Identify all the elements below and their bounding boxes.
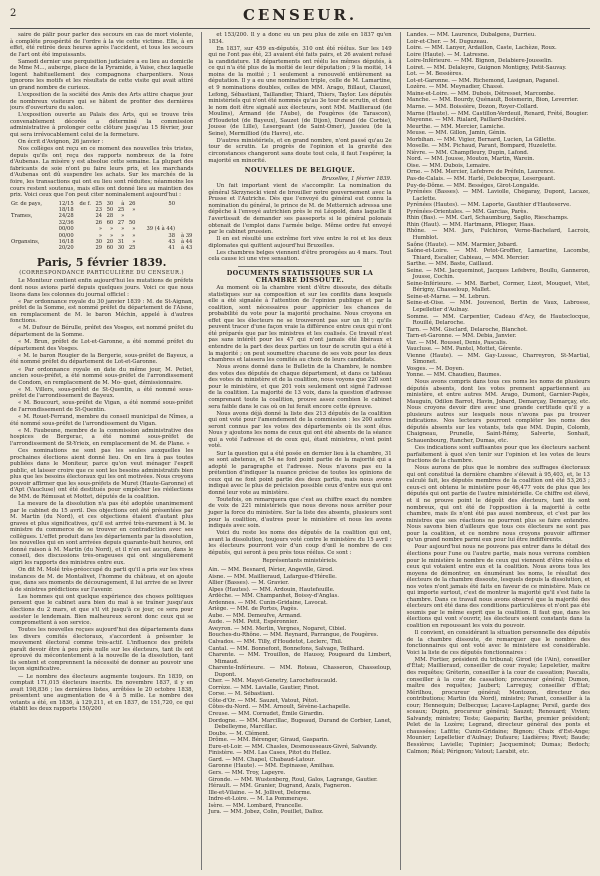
- table-cell: 30: [117, 245, 125, 252]
- table-cell: »: [132, 207, 136, 214]
- list-item: Loire. — MM. Lanyer, Ardaillon, Caste, Lachèze, Roux.: [406, 45, 557, 52]
- section-divider: [238, 266, 361, 267]
- table-cell: 43: [168, 239, 176, 246]
- list-item: Ille-et-Vilaine. — M. Jollivet, Delorme.: [208, 789, 312, 796]
- list-item: Lozère. — MM. Meynadier, Chassé.: [406, 84, 504, 91]
- paragraph: Nous avons déjà donné la liste des 213 députés de la coalition qui ont voté pour l'amendement de la commission : les 200 autres seront connus par les votes des départements où ils sont élus. Nous y ajoutons les noms de ceux qui ont été absents de la séance qui a voté l'adresse et de ceux qui, étant ministres, n'ont point voté.: [208, 410, 392, 450]
- paragraph: « M. le baron Rougier de la Bergerie, sous-préfet de Bayeux, a été nommé préfet du département de Lot-et-Garonne.: [10, 352, 194, 366]
- list-item: Ardennes. — MM. Cunin-Gridaine, Lavocat.: [208, 599, 328, 606]
- list-item: Sarthe. — MM. Baste, Caillaud.: [406, 261, 494, 268]
- paragraph: Toutefois, on remarquera que c'est au chiffre exact du nombre de voix de 221 ministériels que nous devons nous arrêter pour juger la force du ministère. Sur la liste des absents, plusieurs sont pour la coalition, d'autres pour le ministère et nous les avons indiqués avec soin.: [208, 496, 392, 530]
- list-item: Eure-et-Loir. — MM. Chasles, Desmousseaux-Givré, Salvandy.: [208, 743, 378, 750]
- list-item: Ardèche. — MM. Champanhet, Boissy-d'Anglas.: [208, 593, 339, 600]
- correspondence-subheading: (CORRESPONDANCE PARTICULIÈRE DU CENSEUR.): [19, 269, 185, 276]
- table-cell: 25: [95, 200, 103, 207]
- paragraph: Pour aujourd'hui nous ne pouvons pas entrer dans le détail des élections pour l'une ou l'autre partie, mais nous verrons combien pour le ministère le nombre de ceux qui viennent d'être réélus et ceux qui votaient entre eux et la coalition. Nous avons tous les moyens de démontrer, en énumérant les noms, le résultat des électeurs de la chambre dissoute, lesquels depuis la dissolution, et nos votes n'ont jamais été faits en faveur de ce ministère. Mais ce qui importe surtout, c'est de montrer la majorité qu'il s'est faite la chambre. Dans ce travail nous avons observé que la majorité des électeurs ont été dans des conditions particulières et n'ont pas été soumis par le même esprit que la coalition. Il faut que, dans les élections qui vont s'ouvrir, les électeurs soient constants dans la coalition en repoussant les voix du pouvoir.: [406, 544, 590, 629]
- list-item: Jura. — MM. Jobez, Colin, Pouillet, Dalloz.: [208, 809, 324, 816]
- table-cell: »: [121, 226, 125, 233]
- list-item: Vienne (Haute). — MM. Gay-Lussac, Charreyron, St-Martial, Simonet.: [406, 352, 590, 366]
- paragraph: Sur la question qui a été posée en dernier lieu à la chambre, 31 se sont abstenus, et 54 ne font point partie de la majorité qui a adopté le paragraphe et l'adresse. Nous n'avons pas eu la prétention d'indiquer la nuance précise de toutes les opinions de ceux qui ne font point partie des deux partis, mais nous avons indiqué avec le plus de précision possible ceux d'entre eux qui ont donné leur vote au ministère.: [208, 450, 392, 496]
- table-cell: [10, 245, 53, 251]
- list-item: Charente. — MM. Trouillon, de Haussy, Pougeard du Limbert, Mimaud.: [208, 652, 392, 665]
- paragraph: Au moment où la chambre vient d'être dissoute, des détails statistiques sur sa composition et sur les conflits dans lesquels elle a été signalée à l'attention de l'opinion publique et par la coalition, sont nécessaires pour apprécier les chances de probabilité du vote pour la majorité prochaine. Nous croyons en effet que les électeurs ne se trouveront pas sur un lit ; qu'ils peuvent tracer d'une façon vraie la différence entre ceux qui n'ont été préparés que par les ministres et les coalisés. Ce travail n'est pas sans intérêt pour les 47 qui n'ont jamais été libéraux et entendre de la part des deux parties un tour de scrutin qui a été à la majorité ; on peut soumettre chacune de ses voix pour les deux chambres et laissera les comités au choix de leurs candidats.: [208, 285, 392, 364]
- table-cell: »: [110, 226, 114, 233]
- list-item: Marne (Haute). — MM. Castillon-Verdeuil, Renard, Frété, Bougier.: [406, 110, 589, 117]
- columns: [10, 32, 590, 870]
- paragraph: « M. Rouet-Ferrand, membre du conseil municipal de Nîmes, a été nommé sous-préfet de l'arrondissement du Vigan.: [10, 414, 194, 427]
- list-item: Nièvre. — MM. Champfleury, Dupin, Lafond.: [406, 149, 529, 156]
- table-cell: 24/28: [58, 213, 74, 220]
- paragraph: La mesure de la dissolution n'a pas été adoptée unanimement par le cabinet du 15 avril. Des objections ont été présentées par M. Martin (du Nord), et ces objections étaient d'autant plus graves et plus significatives, qu'il est arrivé très-rarement à M. le ministre du commerce de se trouver en contradiction avec ses collègues. L'effet produit dans les départements par la dissolution, les nouvelles qui en sont arrivées depuis quarante-huit heures, ont donné raison à M. Martin (du Nord), et il n'en est aucun, dans le conseil, des discussions très-orageuses qui ont singulièrement aigri les rapports des ministres entre eux.: [10, 501, 194, 566]
- column-1: [10, 32, 193, 870]
- table-cell: »: [132, 226, 136, 233]
- table-cell: 20/20: [58, 245, 74, 252]
- list-item: Corrèze. — MM. Lavialle, Gautier, Finot.: [208, 684, 320, 691]
- table-cell: à 44: [180, 239, 193, 246]
- list-item: Charente-Inférieure. — MM. Roteau, Chasseron, Chasseloup, Dupont.: [208, 665, 392, 678]
- date-heading: Paris, 5 février 1839.: [36, 255, 167, 269]
- paragraph: Nos collèges ont reçu en ce moment des nouvelles très tristes, depuis qu'ils ont reçu des rapports nombreux de la foire d'Aubenas. La misère y est absolue cette semaine. La plupart des fabricants de soie n'ont pu faire leurs prix, et les marchands d'Aubenas ont dû suspendre les achats. Sur les marchés de la foire, les transactions qui ont eu lieu sont réduites; néanmoins les cours restent soutenus, mais elles ont donné lieu au maintien des prix. Voici ceux que l'on peut citer nominalement aujourd'hui :: [10, 146, 194, 199]
- list-item: Meurthe. — MM. Mercier, Lamiche.: [406, 123, 505, 130]
- list-item: Oise. — MM. Dubois, Lemaire.: [406, 162, 491, 169]
- list-item: Seine. — MM. Jacqueminot, Jacques Lefebvre, Boullu, Ganneron, Jousse, Cochin.: [406, 267, 590, 281]
- list-item: Orne. — MM. Mercier, Lefebvre de Préfeln, Laurence.: [406, 169, 555, 176]
- page-number: 2: [10, 8, 17, 19]
- table-cell: Trames,: [11, 213, 33, 220]
- list-item: Calvados. — MM. Tilly, d'Houdetot, Leclerc, Thil.: [208, 639, 343, 646]
- list-item: Lot-et-Garonne. — MM. Richemond, Lasignan, Paganel.: [406, 77, 559, 84]
- list-item: Pas-de-Calais. — MM. Harlé, Delebecque, Lesergeant.: [406, 176, 556, 183]
- table-cell: 50: [128, 219, 136, 226]
- table-cell: 50: [168, 200, 176, 207]
- list-item: Vosges. — M. Doyen.: [406, 365, 464, 372]
- list-item: Aveyron. — MM. Merlin, Vergnes, Nogaret, Cibiel.: [208, 625, 347, 632]
- list-item: Loiret. — MM. Delaleyre, Guignon Montigny, Petit-Sauvay.: [406, 64, 567, 71]
- column-3: [400, 32, 590, 870]
- paragraph: Samedi dernier une perquisition judiciaire a eu lieu au domicile de Mme M..., auberge, place de la Pyramide, à Vaise, chez laquelle logent habituellement des compagnons charpentiers. Nous ignorons les motifs et les résultats de cette visite qui avait attiré un grand nombre de curieux.: [10, 58, 194, 91]
- list-item: Bouches-du-Rhône. — MM. Reynard, Parrangue, de Fougères.: [208, 632, 379, 639]
- list-item: Saône (Haute). — MM. Marmier, Jobard.: [406, 241, 518, 248]
- list-item: Corse. — M. Sébastiani.: [208, 691, 275, 698]
- list-item: Indre-et-Loire. — M. La Pommeraye.: [208, 796, 309, 803]
- table-cell: »: [132, 239, 136, 246]
- list-item: Lot. — M. Bessières.: [406, 71, 463, 78]
- list-item: Tarn-et-Garonne. — MM. Debia, Janvier.: [406, 333, 517, 340]
- paragraph: Il en est résulté une extrême fort vive entre le roi et les deux diplomates qui quittent aujourd'hui Bruxelles.: [208, 236, 392, 249]
- table-cell: 31: [117, 239, 125, 246]
- paragraph: Les chambres belges viennent d'être prorogées au 4 mars. Tout cela cause ici une vive sensation.: [208, 249, 392, 263]
- table-cell: 50: [106, 207, 114, 214]
- list-item: Alpes (Hautes). — MM. Ardouin, Hautefeuille.: [208, 586, 335, 593]
- list-item: Côtes-du-Nord. — MM. Arnoult, Sévène-Lachapelle.: [208, 704, 351, 711]
- list-item: Isère. — MM. Lombard, Francelle.: [208, 802, 303, 809]
- list-item: Pyrénées (Basses). — MM. Laviolle, Chégaray, Dupont, Lacaze, Laclette.: [406, 189, 590, 202]
- paragraph: MM. Fortier, président du tribunal; Girod (de l'Ain), conseiller d'État; Maillieraud, conseiller de cour royale; Lepeletier, maître des requêtes; Gréterin, conseiller à la cour de cassation; Pascalis, conseiller à la cour de cassation; procureur général; Dumon, maître des requêtes; Jaubert; Larreguy, conseiller d'État; Mérilhou, procureur général; Montozon, directeur des contributions; Martin (du Nord), ministre; Parant, conseiller à la cour; Hennequin; Delbecque; Lacave-Laplagne; Persil, garde des sceaux; Dupin, procureur général; Sauzet; Renouard; Vivien; Salvandy, ministre; Teste; Gasparin; Barthe, premier président; Pelet de la Lozère; Legrand, directeur général des ponts et chaussées; Lafitte; Cunin-Gridaine; Bignon; Chaix d'Est-Ange; Mounier; Lepelletier d'Aulnay; Dufaure; Liadières; Rivet; Baude; Bessières; Lavielle; Tupinier; Jacqueminot; Dumas; Bedoch; Calmon; Réal; Pérignon; Vatout; Larabit, etc.: [406, 656, 590, 755]
- masthead: CENSEUR.: [242, 6, 358, 24]
- paragraph: « M. Boucourt, sous-préfet de Vigan, a été nommé sous-préfet de l'arrondissement de St-Quentin.: [10, 400, 194, 413]
- table-cell: 39 (4 à 44): [146, 226, 176, 233]
- list-item: Côte-d'Or. — MM. Sauzet, Vatout, Pétot.: [208, 697, 319, 704]
- paragraph: Nous avons compris dans tous ces noms les noms de plusieurs députés absents, dont les votes prennent appartiennent au ministère, et entre autres MM. Arago, Dumont, Garnier-Pagès, Mauguin, Odilon Barrot, Havin, Jobard, Demarçay, Demarçay, etc. Nous croyons devoir dire avec une grande certitude qu'il y a plusieurs autres sur lesquels nous n'avons pas pu trouver indications. Nos lecteurs pourront compléter les noms des députés absents sur les votants, tels que MM. Dupin, Colomb, Chaigneau, Prunelle, Saint-Rémy, Salverte, Sonhait, Schauenbourg, Rancher, Dumas, etc.: [406, 378, 590, 444]
- list-item: Gard. — MM. Chapel, Chabaud-Latour.: [208, 756, 316, 763]
- list-item: Seine-et-Marne. — M. Lebrun.: [406, 293, 490, 300]
- dateline: Bruxelles, 1 février 1839.: [321, 175, 392, 182]
- table-cell: 26: [128, 200, 136, 207]
- paragraph: saire de pâlir pour parler des secours en cas de mort violente, à compléte prospérité de l'ordre à la vie cette victime. Elle, à en effet, été retirée deux heures après l'accident, et tous les secours de l'art ont été impuissants.: [10, 32, 194, 58]
- table-cell: 20: [106, 239, 114, 246]
- paragraph: Voici du reste les noms des députés de la coalition qui ont, avant la dissolution, toujours voté contre le ministère du 15 avril : les électeurs pourront voir d'un coup d'œil le nombre de ces députés, qui seront à peu près tous réélus. Ce sont :: [208, 530, 392, 556]
- table-cell: 28: [106, 213, 114, 220]
- paragraph: « M. Faubeune, membre de la commission administrative des hospices de Bergerac, a été nommé sous-préfet de l'arrondissement de St-Yrieix, en remplacement de M. de Plane. »: [10, 427, 194, 447]
- list-item: Somme. — MM. Carpentier, Cadeau d'Acy, de Hauteclocque, Rouillé, Delaroche.: [406, 313, 590, 327]
- list-item: Ariège. — MM. de Portes, Pagès.: [208, 606, 299, 613]
- list-item: Manche. — MM. Bourdy, Quénault, Boismerin, Bion, Leverrier.: [406, 97, 579, 104]
- list-heading: Représentants ministériels.: [262, 558, 338, 565]
- list-item: Gers. — MM. Troy, Lapeyre.: [208, 769, 286, 776]
- list-item: Loire-Inférieure. — MM. Bignon, Delabiere-Jousselin.: [406, 58, 553, 65]
- table-cell: de f.: [79, 200, 91, 207]
- table-cell: à 39: [180, 232, 193, 239]
- list-item: Rhône. — MM. Jars, Fulchiron, Verne-Bachelard, Lacroix, Humblot.: [406, 228, 590, 241]
- price-table: [10, 201, 193, 252]
- table-cell: 30: [106, 200, 114, 207]
- paragraph: Ces nominations ne sont pas les seules auxquelles les prochaines élections aient donné lieu. On en lira à pas toutes publiées dans le Moniteur, parce qu'on veut ménager l'esprit public, et laisser croire que ce sont les besoins administratifs bien plus que les besoins électoraux qui les ont motivées. Nous croyons pouvoir affirmer que les sous-préfets de Muret (Haute-Garonne) et d'Apt (Vaucluse) ont été destitués pour empêcher les réélections de MM. de Rémusat et Mottet, députés de la coalition.: [10, 448, 194, 500]
- paragraph: D'autres ministériels, et en grand nombre, n'ont passé qu'au 2e tour de scrutin. Le progrès de l'opinion et la gravité des circonstances changeront sans doute tout cela, il faut l'espérer, la majorité en minorité.: [208, 137, 392, 164]
- list-item: Var. — MM. Roussel, Denis, Pascalis.: [406, 339, 508, 346]
- list-item: Ain. — MM. Besnard, Périer, Angeville, Girod.: [208, 567, 334, 573]
- paragraph: Un fait important vient de s'accomplir. La nomination du général Skrzynecki vient de brouiller notre gouvernement avec la Prusse et l'Autriche. Dès que l'envoyé du général eut connu la nomination du général, le prince de M. de Metternich adressa une dépêche à l'envoyé autrichien près le roi Léopold, dans laquelle il l'avertissait de demander ses passeports si le général polonais obtenait de l'emploi dans l'armée belge. Même ordre fut envoyé par le cabinet prussien.: [208, 183, 392, 236]
- list-item: Loir-et-Cher. — M. Duguzeau.: [406, 38, 489, 45]
- table-cell: »: [121, 213, 125, 220]
- paragraph: Les hommes qui ont quelque expérience des choses politiques pensent que le cabinet aura bien du mal à se traîner jusqu'aux élections du 2 mars, et que s'il vit jusqu'à ce jour, ce sera pour assister le lendemain. Bien malheureux seront donc ceux qui se compromettent à son service.: [10, 593, 194, 627]
- list-item: Gironde. — MM. Wustenberg, Roul, Galos, Lagrange, Gautier.: [208, 776, 378, 783]
- list-item: Seine-Inférieure. — MM. Barbet, Cormer, Lizot, Mouquet, Vitet, Bérigny, Chasseloup, Mallet.: [406, 280, 590, 294]
- list-item: Pyrénées (Hautes). — MM. Laporte, Gauthier d'Hauteserve.: [406, 202, 571, 209]
- list-item: Seine-et-Oise. — MM. Jouvencel, Bertin de Vaux, Labrosse, Lepelletier d'Aulnay.: [406, 300, 590, 313]
- table-cell: »: [110, 232, 114, 239]
- table-cell: [75, 245, 92, 251]
- section-heading-belgium: NOUVELLES DE BELGIQUE.: [244, 166, 356, 175]
- table-cell: 25: [128, 245, 136, 252]
- list-item: Pyrénées-Orientales. — MM. Garcias, Parès.: [406, 208, 529, 215]
- department-list: [208, 567, 391, 816]
- table-cell: 60: [106, 245, 114, 252]
- list-item: Puy-de-Dôme. — MM. Bességes, Girot-Longalde.: [406, 182, 540, 189]
- department-list: [407, 32, 590, 379]
- list-item: Allier (Basses). — M. Gravier.: [208, 580, 289, 587]
- table-cell: »: [132, 232, 136, 239]
- letter-intro: On écrit d'Avignon, 26 janvier :: [18, 139, 104, 146]
- table-cell: 16/18: [58, 239, 74, 246]
- table-cell: 38: [168, 232, 176, 239]
- table-cell: 12/15: [58, 200, 74, 207]
- list-item: Maine-et-Loire. — MM. Dubois, Détresset, Marcombe.: [406, 90, 556, 97]
- list-item: Rhin (Haut). — MM. Hartmann, Pflieger, Haas.: [406, 221, 536, 228]
- list-item: Landes. — MM. Laurence, Dubalgens, Durrieu.: [406, 32, 537, 38]
- paragraph: On dit M. Molé très-préoccupé du parti qu'il a pris sur les vives instances de M. de Montalivet, l'homme du château, et on ajoute que, dans ses moments de découragement, il lui arrive de se livrer à de sinistres prédictions sur l'avenir.: [10, 567, 194, 593]
- table-cell: Gr. de pays,: [11, 200, 43, 207]
- paragraph: et 153/200. Il y a donc eu un peu plus de zèle en 1837 qu'en 1834.: [208, 32, 392, 45]
- paragraph: L'exposition ouverte au Palais des Arts, qui se trouve très convenablement décorée a déterminé la commission administrative à prolonger cette clôture jusqu'au 15 février, jour qui sera irrévocablement celui de la fermeture.: [10, 112, 194, 138]
- page-header: [10, 6, 590, 29]
- list-item: Dordogne. — MM. Marcillac, Bugeaud, Durand de Corbier, Lanet, Debelleyme, Marcillac.: [208, 717, 392, 731]
- table-cell: 18/18: [58, 207, 74, 214]
- list-item: Finistère. — MM. Las Cases, Pitot du Hellez.: [208, 750, 331, 757]
- list-item: Doubs. — M. Clément.: [208, 730, 270, 737]
- table-cell: 30: [95, 239, 103, 246]
- table-cell: 00/00: [58, 226, 74, 233]
- list-item: Aube. — MM. Demeufve, Armand.: [208, 612, 302, 619]
- list-item: Marne. — MM. Boissière, Dozon, Royer-Collard.: [406, 104, 539, 111]
- list-item: Aisne. — MM. Maillieraud, Lafargue-d'Hérelle.: [208, 573, 337, 580]
- paragraph: Nous aurons de plus que le nombre des suffrages électoraux qui ont constitué la dernière chambre s'élevait à 95,403, et, le 13 calculé fait, les députés membres de la coalition ont été 53,263 ; ceux-ci ont obtenu le ministère pour 46,477 voix de plus que les députés qui ont partie de l'autre ministérielle. Ce chiffre est élevé, et il ne prouve point le dégoût des électeurs, tant ils sont nombreux, qui ont été de l'opposition à la majorité à cette chambre, mais ils n'ont été pas aussi nombreux, et c'est par les ministres que ses réactions ne pourront plus se faire entendre. Nous savons bien d'ailleurs que tous ces électeurs ne sont pas pour la coalition, et ce nombre nous croyons pouvoir affirmer qu'un grand nombre parmi eux pour lui être indifférents.: [406, 465, 590, 544]
- list-item: Garonne (Haute). — MM. Espinasse, Amilhau.: [208, 763, 335, 770]
- table-cell: 27: [117, 219, 125, 226]
- list-item: Meuse. — MM. Gillon, Jamin, Génin.: [406, 130, 507, 137]
- list-item: Yonne. — MM. Chaudieu, Baumes.: [406, 372, 502, 379]
- table-cell: à 43: [180, 245, 193, 252]
- paragraph: « M. Brun, préfet de Lot-et-Garonne, a été nommé préfet du département des Vosges.: [10, 339, 194, 352]
- paragraph: L'exposition de la société des Amis des Arts attire chaque jour de nombreux visiteurs qui se hâtent de profiter des dernières jours d'ouverture du salon.: [10, 92, 194, 112]
- paragraph: « Par ordonnance royale du 30 janvier 1839 : M. de St-Aignan, préfet de la Somme, est nommé préfet du département de l'Aisne, en remplacement de M. le baron Méchin, appelé à d'autres fonctions.: [10, 298, 194, 325]
- paragraph: Toutes les nouvelles reçues aujourd'hui des départements dans les divers comités électoraux, s'accordent à présenter le mouvement électoral comme très-actif. L'influence des préfets paraît devoir être à peu près nulle sur les électeurs, tant ils ont éprouvé du mécontentement à la nouvelle de la dissolution, tant ils sentent et comprennent la nécessité de donner au pouvoir une leçon significative.: [10, 627, 194, 673]
- list-item: Creuse. — MM. Cornudet, Émile Girardin.: [208, 711, 324, 718]
- section-heading-statistics: DOCUMENTS STATISTIQUES SUR LA CHAMBRE DISSOUTE.: [226, 268, 374, 284]
- list-item: Cher. — MM. Mayet-Genetry, Larochefoucauld.: [208, 678, 338, 685]
- table-cell: 32/36: [58, 219, 74, 226]
- list-item: Loire (Haute). — M. Latresne.: [406, 51, 489, 58]
- paragraph: — Le nombre des électeurs augmente toujours. En 1839, on comptait 171,015 électeurs inscrits. En novembre 1837, il y en avait 198,836 ; les dernières listes, arrêtées le 20 octobre 1838, présentent une augmentation de 4 à 5 mille. Le nombre des votants a été, en 1836, à 129,211, et en 1837, de 151,720, ce qui établit les deux rapports 150/200: [10, 673, 194, 713]
- paragraph: « Par ordonnance royale en date du même jour, M. Petiet, ancien sous-préfet, a été nommé sous-préfet de l'arrondissement de Condom, en remplacement de M. Mo- quet, démissionnaire.: [10, 366, 194, 386]
- list-item: Hérault. — MM. Granier, Dugrand, Azaïs, Fagneron.: [208, 783, 352, 790]
- table-cell: 29: [95, 245, 103, 252]
- list-item: Vaucluse. — MM. Pantel, Mottet, Gérente.: [406, 346, 523, 353]
- paragraph: « M. Dufour de Bérulle, préfet des Vosges, est nommé préfet du département de la Somme.: [10, 325, 194, 338]
- list-item: Cantal. — MM. Bonnefont, Bonnefons, Salvage, Teilhard.: [208, 645, 365, 652]
- table-cell: »: [98, 232, 103, 239]
- table-cell: 00/00: [58, 232, 74, 239]
- table-cell: 26: [95, 219, 103, 226]
- table-row: [10, 245, 193, 251]
- list-item: Mayenne. — MM. Rialard, Paillard-Ducléré.: [406, 117, 527, 124]
- paragraph: « M. Villers, sous-préfet de St-Quentin, a été nommé sous-préfet de l'arrondissement de Bayeux.: [10, 386, 194, 400]
- table-cell: Organsins,: [11, 239, 40, 246]
- table-cell: 23: [95, 207, 103, 214]
- table-cell: 60: [106, 219, 114, 226]
- list-item: Saône-et-Loire. — MM. Petot-Groffier, Lamartine, Lacombe, Thiard, Escalier, Cabieau, — MM. Mercier.: [406, 248, 590, 261]
- list-item: Morbihan. — MM. Vigier, Bernard, Lucien, La Gillette.: [406, 136, 556, 143]
- paragraph: Nous avons donné dans le Bulletin de la Chambre, le nombre des votes des députés de chaque département, et dans ce tableau des votes du ministère et de la coalition, nous voyons que 220 sont pour le ministère, et que 201 voix seulement ont signé l'adresse de la coalition. La majorité de 13 voix, dans la question d'adresse comprenant toute la coalition, prouve assez combien le cabinet sera faible dans le cas où on lui ferait encore cette épreuve.: [208, 364, 392, 410]
- list-item: Aude. — MM. Petit, Espéronnier.: [208, 619, 299, 626]
- list-item: Tarn. — MM. Gisclard, Delaroche, Blanchot.: [406, 326, 528, 333]
- paragraph: Le Moniteur contient enfin aujourd'hui les mutations de préfets dont nous avions parlé depuis quelques jours. Voici ce que nous lisons dans les colonnes du journal officiel :: [10, 278, 194, 298]
- table-cell: »: [98, 226, 103, 233]
- table-cell: à: [121, 200, 125, 207]
- list-item: Nord. — MM. Jousse, Mouton, Martin, Warein.: [406, 156, 535, 163]
- table-cell: 41: [168, 245, 176, 252]
- list-item: Moselle. — MM. Pichaud, Parant, Bompard, Huzelette.: [406, 143, 557, 150]
- paragraph: Il convient, en considérant la situation personnelle des députés de la chambre dissoute, de remarquer que le nombre des fonctionnaires qui ont voté avec le ministère est considérable. Voici la liste de ces députés fonctionnaires :: [406, 630, 590, 656]
- table-cell: 24: [95, 213, 103, 220]
- table-cell: 25: [117, 207, 125, 214]
- paragraph: Ces indications sont suffisantes pour que les électeurs sachent parfaitement à quoi s'en tenir sur l'opinion et les votes de leurs fractions de la chambre.: [406, 445, 590, 465]
- column-2: [201, 32, 391, 870]
- list-item: Drôme. — MM. Bérenger, Giraud, Gasparin.: [208, 737, 329, 744]
- paragraph: En 1837, sur 459 ex-députés, 310 ont été réélus. Sur les 149 qui ne l'ont pas été, 23 avaient été faits pairs, et 26 avaient refusé la candidature. 18 départements ont réélu les mêmes députés, à ce qui n'a été plus de la moitié de leur députation ; 9 la moitié, 14 moins de la moitié ; 1 seulement a renouvelé entièrement sa députation. Il y a eu une nomination triple, celle de M. Lamartine, et 9 nominations doubles, celles de MM. Arago, Billaut, Clauzel, Lefong, Sébastiani, Taillandier, Thiard, Thiers, Taylor. Les députés ministériels qui n'ont été nommés qu'au 3e tour de scrutin, et dont le nom doit être signalé aux électeurs, sont MM. Maillieraud (de Moulins), Armand (de l'Aube), de Fougères (de Tarascon), d'Houdetot (de Bayeux), Sauzet (de Dijon), Durand (de Corbie), Jousse (de Lille), Lesergeant (de Saint-Omer), Jussieu (de la Seine), Mermilliod (du Havre), etc.: [208, 45, 392, 137]
- list-item: Rhin (Bas). — MM. Carl, Schaumburg, Saglio, Rieschamps.: [406, 215, 569, 222]
- table-cell: »: [121, 232, 125, 239]
